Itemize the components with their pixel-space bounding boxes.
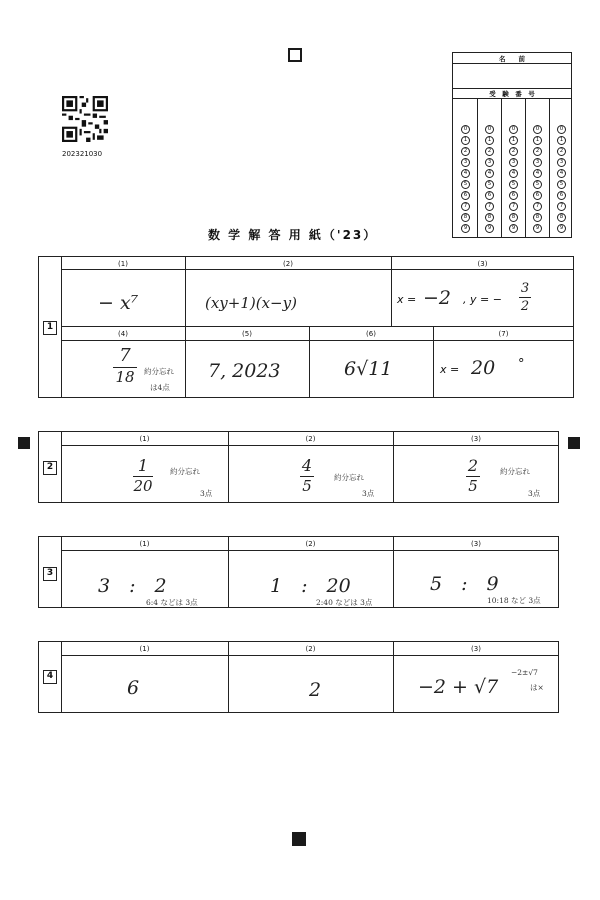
exam-bubble-col4-digit-6[interactable]: 6 — [533, 191, 542, 200]
exam-bubble-col2-digit-2[interactable]: 2 — [485, 147, 494, 156]
exam-bubble-col3-digit-4[interactable]: 4 — [509, 169, 518, 178]
exam-bubble-col1-digit-5[interactable]: 5 — [461, 180, 470, 189]
exam-bubble-col1-digit-9[interactable]: 9 — [461, 224, 470, 233]
q3-label-3: (3) — [471, 540, 481, 548]
q4-number: 4 — [43, 670, 57, 684]
exam-bubble-col5-digit-5[interactable]: 5 — [557, 180, 566, 189]
q2-label-2: (2) — [305, 435, 316, 443]
q3-label-1: (1) — [139, 540, 150, 548]
exam-bubble-col3-digit-6[interactable]: 6 — [509, 191, 518, 200]
q1-a4-note-2: は4点 — [150, 383, 170, 392]
exam-bubble-col1-digit-4[interactable]: 4 — [461, 169, 470, 178]
exam-bubble-col5-digit-4[interactable]: 4 — [557, 169, 566, 178]
exam-bubble-col5-digit-9[interactable]: 9 — [557, 224, 566, 233]
exam-bubble-col3-digit-8[interactable]: 8 — [509, 213, 518, 222]
exam-bubble-col2-digit-1[interactable]: 1 — [485, 136, 494, 145]
q2-answer-2[interactable]: 4 5 — [301, 456, 313, 496]
q3-number: 3 — [43, 567, 57, 581]
exam-bubble-col2-digit-7[interactable]: 7 — [485, 202, 494, 211]
q1-label-4: (4) — [118, 330, 128, 338]
q4-answer-2[interactable]: 2 — [309, 679, 322, 701]
q1-label-1: (1) — [118, 260, 128, 268]
q1-answer-5[interactable]: 7, 2023 — [208, 360, 281, 382]
exam-bubble-col1-digit-8[interactable]: 8 — [461, 213, 470, 222]
q2-a3-note-1: 約分忘れ — [500, 467, 530, 476]
exam-bubble-col2-digit-6[interactable]: 6 — [485, 191, 494, 200]
q4-a3-note-1: −2±√7 — [511, 668, 538, 677]
exam-bubble-col2-digit-3[interactable]: 3 — [485, 158, 494, 167]
left-registration-mark — [18, 437, 30, 449]
exam-bubble-col1-digit-7[interactable]: 7 — [461, 202, 470, 211]
exam-bubble-col3-digit-0[interactable]: 0 — [509, 125, 518, 134]
q4-a3-note-2: は× — [530, 683, 544, 692]
q2-label-1: (1) — [139, 435, 150, 443]
q4-label-2: (2) — [305, 645, 316, 653]
exam-bubble-col2-digit-5[interactable]: 5 — [485, 180, 494, 189]
exam-bubble-col4-digit-3[interactable]: 3 — [533, 158, 542, 167]
q1-answer-4[interactable]: 7 18 — [113, 347, 137, 385]
page-title: 数 学 解 答 用 紙（'23） — [208, 228, 378, 242]
exam-bubble-col2-digit-8[interactable]: 8 — [485, 213, 494, 222]
q1-a3-x-value: −2 — [423, 287, 452, 309]
exam-bubble-col5-digit-2[interactable]: 2 — [557, 147, 566, 156]
name-field[interactable] — [453, 64, 571, 88]
q1-answer-6[interactable]: 6√11 — [344, 358, 393, 380]
exam-bubble-col4-digit-8[interactable]: 8 — [533, 213, 542, 222]
exam-bubble-col3-digit-7[interactable]: 7 — [509, 202, 518, 211]
q3-answer-1[interactable]: 3 : 2 — [98, 575, 167, 597]
q2-answer-1[interactable]: 1 20 — [133, 456, 153, 496]
bottom-registration-mark — [292, 832, 306, 846]
q4-answer-3[interactable]: −2 + √7 — [418, 676, 499, 698]
qr-code — [62, 96, 108, 142]
q1-label-3: (3) — [477, 260, 488, 268]
q3-label-2: (2) — [305, 540, 316, 548]
q4-answer-1[interactable]: 6 — [127, 677, 140, 699]
q3-a1-note: 6:4 などは 3点 — [146, 598, 198, 607]
q3-answer-2[interactable]: 1 : 20 — [270, 575, 351, 597]
q2-a1-note-1: 約分忘れ — [170, 467, 200, 476]
q2-a2-note-2: 3点 — [362, 489, 375, 498]
q3-a2-note: 2:40 などは 3点 — [316, 598, 373, 607]
q1-a3-y-label: , y = − — [463, 293, 502, 306]
q2-a1-note-2: 3点 — [200, 489, 213, 498]
exam-bubble-col1-digit-1[interactable]: 1 — [461, 136, 470, 145]
exam-bubble-col4-digit-0[interactable]: 0 — [533, 125, 542, 134]
exam-bubble-col1-digit-3[interactable]: 3 — [461, 158, 470, 167]
q1-a7-value: 20 — [471, 357, 496, 379]
exam-bubble-col5-digit-1[interactable]: 1 — [557, 136, 566, 145]
q1-answer-2[interactable]: (xy+1)(x−y) — [205, 294, 297, 312]
q1-label-2: (2) — [283, 260, 293, 268]
exam-bubble-col3-digit-1[interactable]: 1 — [509, 136, 518, 145]
exam-bubble-col1-digit-6[interactable]: 6 — [461, 191, 470, 200]
q3-a3-note: 10:18 など 3点 — [487, 596, 541, 605]
exam-bubble-col5-digit-6[interactable]: 6 — [557, 191, 566, 200]
exam-bubble-col2-digit-4[interactable]: 4 — [485, 169, 494, 178]
q1-a7-unit: ° — [518, 357, 525, 372]
exam-bubble-col4-digit-5[interactable]: 5 — [533, 180, 542, 189]
sheet-code: 202321030 — [62, 150, 103, 158]
exam-bubble-col2-digit-9[interactable]: 9 — [485, 224, 494, 233]
q1-answer-3[interactable] — [397, 282, 573, 324]
name-label: 名 前 — [499, 55, 525, 63]
exam-bubble-col5-digit-0[interactable]: 0 — [557, 125, 566, 134]
q1-answer-1[interactable]: − x⁷ — [98, 292, 139, 314]
q1-label-5: (5) — [242, 330, 252, 338]
exam-bubble-col1-digit-0[interactable]: 0 — [461, 125, 470, 134]
student-info-box — [452, 52, 572, 238]
exam-bubble-col5-digit-3[interactable]: 3 — [557, 158, 566, 167]
exam-bubble-col3-digit-2[interactable]: 2 — [509, 147, 518, 156]
q1-a4-note-1: 約分忘れ — [144, 367, 174, 376]
q3-answer-3[interactable]: 5 : 9 — [430, 573, 499, 595]
exam-bubble-col4-digit-7[interactable]: 7 — [533, 202, 542, 211]
exam-bubble-col2-digit-0[interactable]: 0 — [485, 125, 494, 134]
right-registration-mark — [568, 437, 580, 449]
q2-a3-note-2: 3点 — [528, 489, 541, 498]
q4-label-3: (3) — [471, 645, 481, 653]
exam-bubble-col5-digit-8[interactable]: 8 — [557, 213, 566, 222]
q2-label-3: (3) — [471, 435, 481, 443]
q1-a7-label: x = — [440, 363, 460, 376]
exam-bubble-col3-digit-9[interactable]: 9 — [509, 224, 518, 233]
exam-bubble-col1-digit-2[interactable]: 2 — [461, 147, 470, 156]
exam-bubble-col3-digit-5[interactable]: 5 — [509, 180, 518, 189]
exam-bubble-col4-digit-2[interactable]: 2 — [533, 147, 542, 156]
q2-answer-3[interactable]: 2 5 — [467, 456, 479, 496]
q4-label-1: (1) — [139, 645, 150, 653]
q1-answer-7[interactable] — [440, 357, 570, 387]
q2-number: 2 — [43, 461, 57, 475]
q1-label-7: (7) — [498, 330, 509, 338]
exam-bubble-col4-digit-1[interactable]: 1 — [533, 136, 542, 145]
q1-a3-y-fraction: 3 2 — [520, 281, 530, 315]
exam-number-field[interactable] — [453, 99, 571, 121]
exam-bubble-col5-digit-7[interactable]: 7 — [557, 202, 566, 211]
exam-bubble-col3-digit-3[interactable]: 3 — [509, 158, 518, 167]
exam-number-label: 受 験 番 号 — [489, 90, 535, 98]
q2-a2-note-1: 約分忘れ — [334, 473, 364, 482]
top-registration-mark — [288, 48, 302, 62]
q1-a3-x-label: x = — [397, 293, 417, 306]
q1-label-6: (6) — [366, 330, 376, 338]
q1-number: 1 — [43, 321, 57, 335]
exam-bubble-col4-digit-4[interactable]: 4 — [533, 169, 542, 178]
exam-bubble-col4-digit-9[interactable]: 9 — [533, 224, 542, 233]
